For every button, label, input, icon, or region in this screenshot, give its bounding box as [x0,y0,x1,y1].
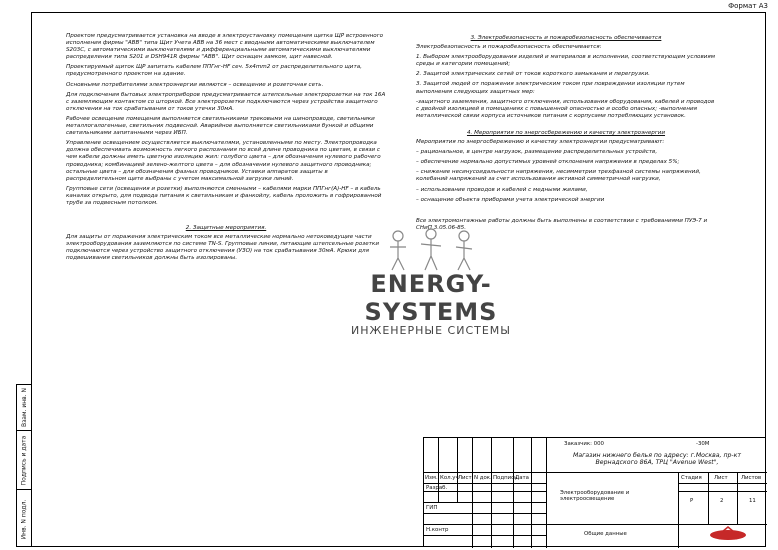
divider [424,513,546,514]
sheet-value: 2 [720,498,724,504]
divider [424,483,546,484]
sheet-title: Общие данные [584,531,627,537]
side-stamp-label: Инв. N подл. [20,499,28,539]
paragraph: 2. Защитой электрических сетей от токов короткого замыкания и перегрузки. [416,71,650,78]
header-cell: Подпись [493,475,518,481]
customer-label: Заказчик: 000 [564,441,604,447]
section-heading: 2. Защитные мероприятия. [185,225,267,232]
stage-value: Р [690,498,694,504]
divider [424,535,546,536]
divider [531,438,532,548]
watermark-brand: ENERGY-SYSTEMS [364,270,498,326]
paragraph: Основными потребителями электроэнергии являются – освещение и розеточная сеть. [66,81,324,88]
paragraph: – рациональное, в центре нагрузок, размещение распределительных устройств, [416,149,658,156]
watermark-subtitle: ИНЖЕНЕРНЫЕ СИСТЕМЫ [350,324,512,337]
watermark-figures-icon [376,228,486,272]
divider [457,438,458,502]
paragraph: Проектом предусматривается установка на вводе в электроустановку помещения щитка ЩР встроенного исполнения фирмы "АВВ" типа Щит Учета АВВ на 36 мест с вводными автоматическими выключателем S203C, с автоматическими выключателями и дифференциальными автоматическими выключателями распределения типа S201 и DSH941R фирмы "АВВ". Щит оснащен замком, щит навесной. [66,33,384,61]
side-stamp [16,384,31,547]
divider [424,524,767,525]
paragraph: 3. Защитой людей от поражения электрическим током при повреждении изоляции путем выполнения следующих защитных мер: [416,81,685,95]
role-label: Н.контр [426,527,449,533]
role-label: Разраб. [426,485,448,491]
side-stamp-cell [17,490,31,548]
header-cell: Изм. [425,475,438,481]
section-heading: 3. Электробезопасность и пожаробезопасность обеспечивается [470,35,662,41]
format-label: Формат А3 [728,2,768,10]
header-cell: N док. [474,475,492,481]
paragraph: 1. Выбором электрооборудования изделий и материалов в исполнении, соответствующем условиям среды и категории помещений; [416,54,715,68]
paragraph: Для защиты от поражения электрическим током все металлические нормально нетоковедущие части электрооборудования заземляются по системе TN-S. Групповые линии, питающие штепсельные розетки подключаются через устройство защитного отключения (УЗО) на ток срабатывания 30мА. Крюки для подвешивания светильников должны быть изолированы. [66,234,379,262]
right-text-column [416,33,716,235]
paragraph: Групповые сети (освещения и розетки) выполняются сменными – кабелями марки ППГнг(А)-HF – в кабель каналах открыто, для подвода питания к светильникам и фанкойлу, кабель проложить в гофрированной трубе за подвесным потолком. [66,185,382,206]
divider [546,438,547,548]
left-text-column [66,33,386,266]
paragraph: -защитного заземления, защитного отключения, использования оборудования, кабелей и проводов с двойной изоляцией в помещениях с повышенной опасностью и особо опасных; -выполнения металлической связи корпуса источников питания с корпусами потребляющих установок. [416,98,715,119]
paragraph: Управление освещением осуществляется выключателями, установленными по месту. Электропроводка должна обеспечивать возможность легкого распознания по всей длине проводника по цветам, в связи с чем кабели должны иметь цветную изоляцию жил: голубого цвета – для обозначения нулевого рабочего проводника; комбинацией зелено-желтого цвета – для обозначения нулевого защитного проводника; остальные цвета – для обозначения фазных проводников. Уставки аппаратов защиты в распределительном щите выбраны с учетом максимальной загрузки линий. [66,140,381,182]
company-logo-icon [708,526,748,542]
header-cell: Кол.уч [440,475,459,481]
divider [678,483,767,484]
divider [424,502,546,503]
section-name: Электрооборудование и электроосвещение [560,490,630,502]
section-heading: 4. Мероприятия по энергосбережению и качеству электроэнергии [466,129,666,136]
object-name: Магазин нижнего белья по адресу: г.Москва, пр-кт Вернадского 86А, ТРЦ "Avenue West", [572,452,742,466]
stage-label: Стадия [681,475,702,481]
divider [424,472,767,473]
header-cell: Лист [458,475,472,481]
divider [438,438,439,502]
side-stamp-cell [17,431,31,490]
divider [513,438,514,548]
title-block [423,437,766,547]
divider [491,438,492,548]
sheets-value: 11 [749,498,756,504]
paragraph: – использование проводов и кабелей с медными жилами, [416,186,588,193]
paragraph: Для подключения бытовых электроприборов предусматривается штепсельные электророзетки на ток 16А с заземляющим контактом со шторкой. Все электророзетки подключаются через устройства защитного отключения на ток срабатывания от токов утечки 30мА. [66,91,386,112]
side-stamp-label: Взам. инв. N [20,388,28,427]
sheet-label: Лист [714,475,728,481]
project-code: -30М [696,441,710,447]
divider [708,472,709,524]
paragraph: Все электромонтажные работы должны быть выполнены в соответствии с требованиями ПУЭ-7 и СНиП 3.05.06-85. [416,217,708,231]
side-stamp-cell [17,385,31,431]
paragraph: Мероприятия по энергосбережению и качеству электроэнергии предусматривают: [416,139,665,146]
divider [678,491,767,492]
side-stamp-label: Подпись и дата [20,435,28,485]
paragraph: Рабочее освещение помещения выполняется светильниками трековыми на шинопроводе, светильники металлогалогенные, светильник подвесной. Аварийное выполняется светильниками бункой и общими светильниками запитанными через ИБП. [66,115,375,137]
paragraph: Электробезопасность и пожаробезопасность обеспечивается: [416,44,602,51]
sheets-label: Листов [741,475,762,481]
divider [472,438,473,548]
divider [678,472,679,548]
divider [737,472,738,524]
header-cell: Дата [515,475,529,481]
paragraph: – оснащение объекта приборами учета электрической энергии [416,196,605,203]
paragraph: Проектируемый щиток ЩР запитать кабелем ППГнг-НF сеч. 5х4mm2 от распределительного щита, предусмотренного проектом на здание. [66,64,362,78]
paragraph: – обеспечение нормально допустимых уровней отклонения напряжения в пределах 5%; [416,159,680,166]
role-label: ГИП [426,505,438,511]
paragraph: – снижение несинусоидальности напряжения, несимметрии трехфазной системы напряжений, колебаний напряжений за счет использования активной симметричной нагрузки, [416,169,701,183]
divider [424,491,546,492]
watermark [316,270,546,337]
